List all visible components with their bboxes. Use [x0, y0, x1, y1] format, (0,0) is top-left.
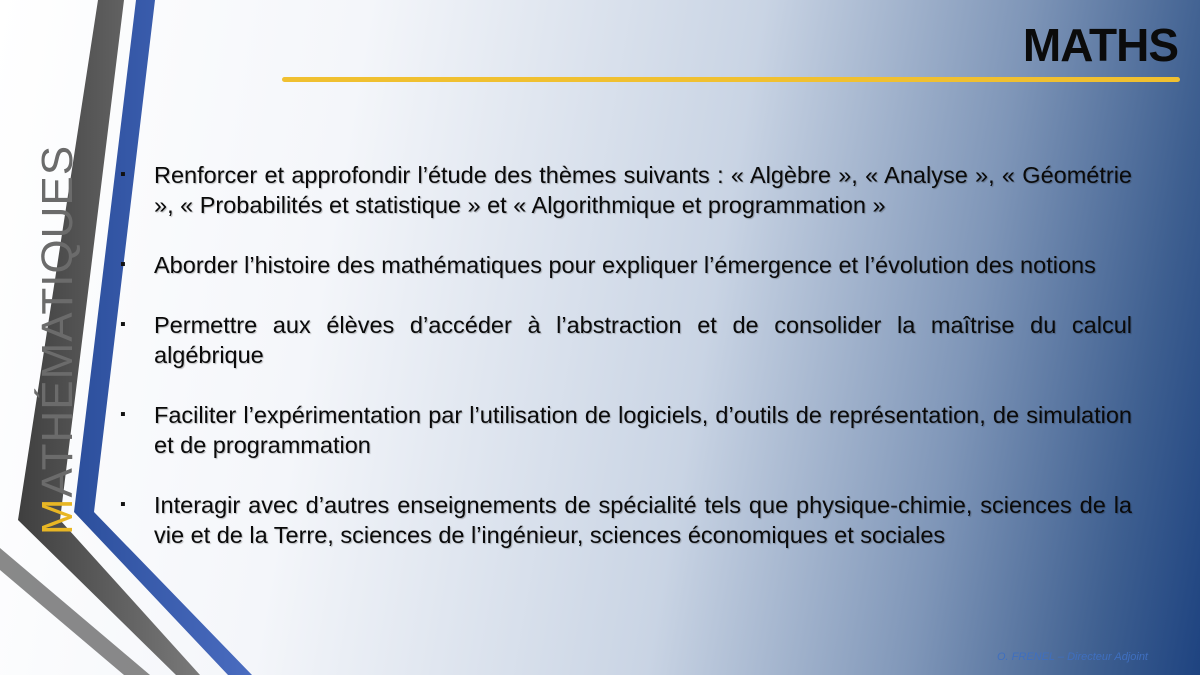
bullet-text: Permettre aux élèves d’accéder à l’abstraction et de consolider la maîtrise du calcul algébrique — [154, 312, 1132, 368]
title-underline — [282, 77, 1180, 82]
page-title: MATHS — [1022, 19, 1178, 71]
list-item — [120, 160, 1132, 220]
bullet-square-icon: ▪ — [120, 496, 126, 513]
bullet-text: Faciliter l’expérimentation par l’utilisation de logiciels, d’outils de représentation, de simulation et de programmation — [154, 402, 1132, 458]
list-item — [120, 490, 1132, 550]
bullet-square-icon: ▪ — [120, 166, 126, 183]
bullet-text: Interagir avec d’autres enseignements de spécialité tels que physique-chimie, sciences de la vie et de la Terre, sciences de l’ingénieur, sciences économiques et sociales — [154, 492, 1132, 548]
bullet-text: Aborder l’histoire des mathématiques pour expliquer l’émergence et l’évolution des notions — [154, 252, 1096, 278]
list-item — [120, 310, 1132, 370]
bullet-list — [120, 160, 1132, 580]
side-title-rest: ATHÉMATIQUES — [33, 144, 82, 498]
bullet-square-icon: ▪ — [120, 316, 126, 333]
side-title-first-letter: M — [33, 497, 82, 536]
list-item — [120, 400, 1132, 460]
side-vertical-title — [33, 144, 82, 536]
bullet-text: Renforcer et approfondir l’étude des thèmes suivants : « Algèbre », « Analyse », « Géométrie », « Probabilités et statistique » et « Algorithmique et programmation » — [154, 162, 1132, 218]
bullet-square-icon: ▪ — [120, 406, 126, 423]
footer-author: O. FRENEL – Directeur Adjoint — [996, 651, 1148, 663]
bullet-square-icon: ▪ — [120, 256, 126, 273]
list-item — [120, 250, 1132, 280]
